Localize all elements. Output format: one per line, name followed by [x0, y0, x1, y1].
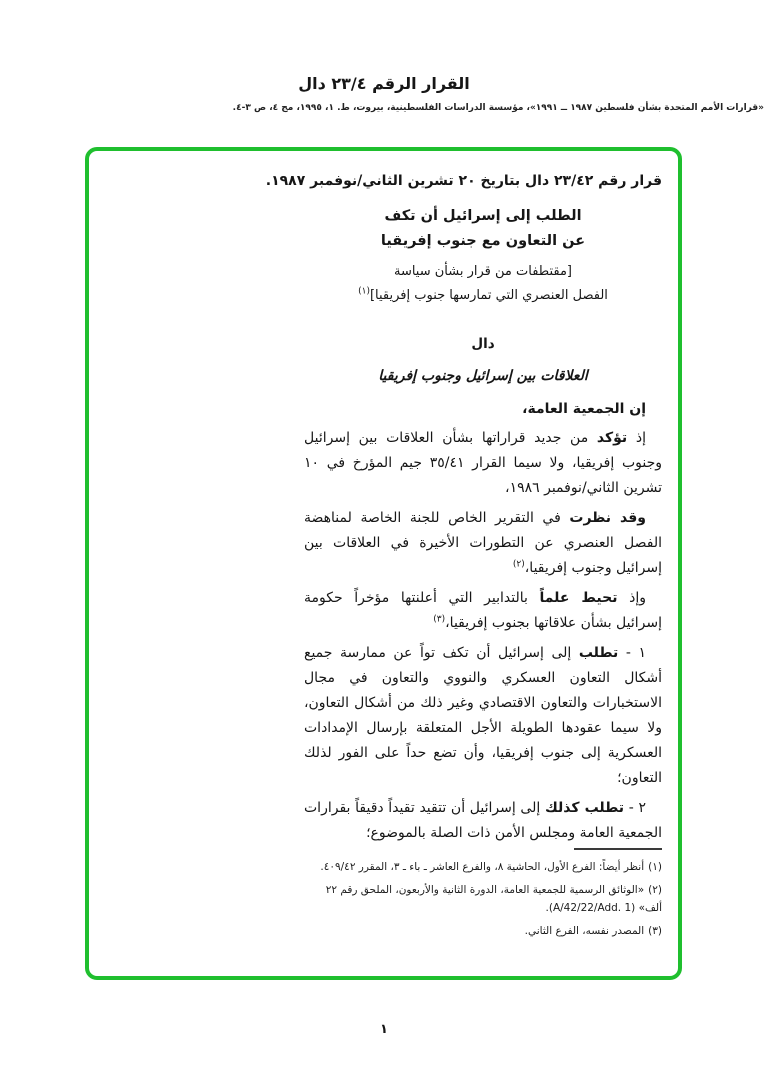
- excerpt-note-line-2: [304, 284, 662, 308]
- item-lead: تطلب كذلك: [544, 800, 625, 816]
- footnote-3: [304, 922, 662, 940]
- resolution-subtitle: [304, 204, 662, 254]
- footnote-ref-1: (١): [358, 286, 370, 297]
- section-title: العلاقات بين إسرائيل وجنوب إفريقيا: [378, 368, 588, 384]
- item-number: ١ -: [618, 645, 646, 661]
- footnote-text: أنظر أيضاً: الفرع الأول، الحاشية ٨، والفرع العاشر ـ باء ـ ٣، المقرر ٤٠٩/٤٢.: [320, 861, 645, 873]
- excerpt-note-text: الفصل العنصري التي تمارسها جنوب إفريقيا]: [369, 288, 608, 303]
- resolution-document-body: [265, 170, 662, 846]
- paragraph-pre: إذ: [627, 430, 646, 446]
- paragraph-pre: وإذ: [617, 590, 646, 606]
- section-letter: دال: [471, 336, 495, 352]
- resolution-heading: قرار رقم ٢٣/٤٢ دال بتاريخ ٢٠ تشرين الثاني/نوفمبر ١٩٨٧.: [265, 173, 662, 189]
- footnote-text: «الوثائق الرسمية للجمعية العامة، الدورة الثانية والأربعون، الملحق رقم ٢٢ ألف» (A/42/22/Add. 1).: [325, 884, 662, 914]
- page-header-resolution-number: القرار الرقم ٢٣/٤ دال: [298, 74, 470, 93]
- operative-paragraph-2: [304, 796, 662, 846]
- footnote-separator-rule: [574, 848, 662, 850]
- footnote-ref-3: (٣): [433, 614, 446, 625]
- operative-paragraph-1: [304, 641, 662, 791]
- page-number: ١: [380, 1022, 388, 1037]
- item-text: إلى إسرائيل أن تكف تواً عن ممارسة جميع أشكال التعاون العسكري والنووي والتعاون في مجال الاستخبارات والتعاون الاقتصادي وغير ذلك من أشكال التعاون، ولا سيما عقودها الطويلة الأجل المتعلقة بإرسال الإمدادات العسكرية إلى جنوب إفريقيا، وأن تضع حداً على الفور لذلك التعاون؛: [304, 645, 662, 786]
- paragraph-text: في التقرير الخاص للجنة الخاصة لمناهضة الفصل العنصري عن التطورات الأخيرة في العلاقات بين إسرائيل وجنوب إفريقيا،: [304, 510, 662, 576]
- footnote-number: (٣): [648, 925, 662, 937]
- footnote-ref-2: (٢): [512, 559, 525, 570]
- opening-formula: إن الجمعية العامة،: [522, 401, 646, 417]
- source-citation-line: «قرارات الأمم المتحدة بشأن فلسطين ١٩٨٧ ــ ١٩٩١»، مؤسسة الدراسات الفلسطينية، بيروت، ط. ١، ١٩٩٥، مج ٤، ص ٣-٤.: [232, 103, 764, 113]
- paragraph-lead: تحيط علماً: [539, 590, 618, 606]
- footnote-number: (١): [648, 861, 662, 873]
- subtitle-line-2: عن التعاون مع جنوب إفريقيا: [380, 233, 586, 249]
- footnote-text: المصدر نفسه، الفرع الثاني.: [524, 925, 645, 937]
- footnote-2: [304, 881, 662, 917]
- item-number: ٢ -: [624, 800, 647, 816]
- paragraph-text: من جديد قراراتها بشأن العلاقات بين إسرائيل وجنوب إفريقيا، ولا سيما القرار ٣٥/٤١ جيم المؤرخ في ١٠ تشرين الثاني/نوفمبر ١٩٨٦،: [304, 430, 662, 496]
- paragraph-lead: وقد نظرت: [569, 510, 646, 526]
- excerpt-note-line-1: [مقتطفات من قرار بشأن سياسة: [393, 264, 572, 279]
- footnotes-block: [304, 848, 662, 945]
- item-lead: تطلب: [578, 645, 619, 661]
- subtitle-line-1: الطلب إلى إسرائيل أن تكف: [384, 208, 582, 224]
- paragraph-text: بالتدابير التي أعلنتها مؤخراً حكومة إسرائيل بشأن علاقاتها بجنوب إفريقيا،: [304, 590, 662, 631]
- excerpt-note: [304, 260, 662, 308]
- preamble-paragraph-1: [304, 426, 662, 501]
- preamble-paragraph-3: [304, 586, 662, 636]
- paragraph-lead: تؤكد: [596, 430, 628, 446]
- item-text: إلى إسرائيل أن تتقيد تقيداً دقيقاً بقرارات الجمعية العامة ومجلس الأمن ذات الصلة بالموضوع؛: [304, 800, 662, 841]
- footnote-number: (٢): [648, 884, 662, 896]
- footnote-1: [304, 858, 662, 876]
- preamble-paragraph-2: [304, 506, 662, 581]
